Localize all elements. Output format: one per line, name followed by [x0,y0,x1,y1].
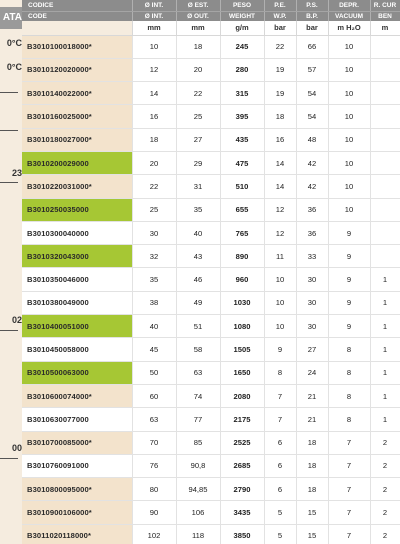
cell-bend-radius [370,198,400,221]
cell-weight: 3850 [220,524,264,544]
left-strip [0,0,22,544]
note-fragment-3: 00 [11,443,22,453]
table-row [22,105,400,128]
header-vacuum: DEPR. [328,0,370,11]
cell-ext-diameter: 29 [176,151,220,174]
cell-burst-pressure: 54 [296,82,328,105]
table-row [22,501,400,524]
cell-int-diameter: 63 [132,408,176,431]
cell-working-pressure: 10 [264,291,296,314]
header-burst-pressure: P.S. [296,0,328,11]
cell-int-diameter: 38 [132,291,176,314]
cell-working-pressure: 12 [264,221,296,244]
cell-burst-pressure: 66 [296,35,328,58]
cell-burst-pressure: 18 [296,431,328,454]
cell-ext-diameter: 31 [176,175,220,198]
cell-weight: 475 [220,151,264,174]
cell-burst-pressure: 27 [296,338,328,361]
cell-code: B3010400051000 [22,315,132,338]
header-working-pressure: bar [264,21,296,35]
table-row [22,524,400,544]
cell-weight: 3435 [220,501,264,524]
table-row [22,58,400,81]
cell-int-diameter: 22 [132,175,176,198]
cell-burst-pressure: 33 [296,245,328,268]
cell-bend-radius [370,245,400,268]
cell-burst-pressure: 21 [296,408,328,431]
cell-ext-diameter: 58 [176,338,220,361]
cell-ext-diameter: 35 [176,198,220,221]
cell-int-diameter: 25 [132,198,176,221]
cell-burst-pressure: 57 [296,58,328,81]
header-weight: WEIGHT [220,11,264,21]
cell-weight: 280 [220,58,264,81]
cell-weight: 2175 [220,408,264,431]
cell-vacuum: 7 [328,524,370,544]
header-working-pressure: W.P. [264,11,296,21]
cell-vacuum: 10 [328,58,370,81]
cell-weight: 890 [220,245,264,268]
cell-working-pressure: 6 [264,454,296,477]
cell-burst-pressure: 54 [296,105,328,128]
hose-spec-table [22,0,400,544]
cell-code: B3010160025000* [22,105,132,128]
cell-burst-pressure: 30 [296,315,328,338]
cell-int-diameter: 10 [132,35,176,58]
cell-ext-diameter: 106 [176,501,220,524]
table-row [22,454,400,477]
cell-ext-diameter: 40 [176,221,220,244]
cell-burst-pressure: 48 [296,128,328,151]
cell-weight: 655 [220,198,264,221]
cell-working-pressure: 5 [264,524,296,544]
cell-working-pressure: 10 [264,268,296,291]
header-ext-diameter: mm [176,21,220,35]
cell-vacuum: 10 [328,105,370,128]
cell-int-diameter: 30 [132,221,176,244]
cell-weight: 1650 [220,361,264,384]
cell-int-diameter: 18 [132,128,176,151]
cell-working-pressure: 6 [264,431,296,454]
header-code [22,21,132,35]
cell-code: B3010250035000 [22,198,132,221]
table-row [22,245,400,268]
table-row [22,315,400,338]
cell-burst-pressure: 42 [296,151,328,174]
header-bend-radius: m [370,21,400,35]
header-bend-radius: BEN [370,11,400,21]
cell-vacuum: 8 [328,408,370,431]
cell-working-pressure: 11 [264,245,296,268]
cell-ext-diameter: 85 [176,431,220,454]
cell-bend-radius [370,58,400,81]
cell-bend-radius: 1 [370,315,400,338]
table-row [22,384,400,407]
cell-code: B3010500063000 [22,361,132,384]
header-weight: g/m [220,21,264,35]
cell-code: B3010350046000 [22,268,132,291]
cell-weight: 245 [220,35,264,58]
cell-bend-radius [370,128,400,151]
cell-bend-radius: 1 [370,384,400,407]
cell-bend-radius: 2 [370,478,400,501]
cell-vacuum: 7 [328,501,370,524]
cell-vacuum: 10 [328,175,370,198]
cell-bend-radius [370,175,400,198]
cell-int-diameter: 70 [132,431,176,454]
cell-weight: 315 [220,82,264,105]
divider [0,92,18,93]
cell-int-diameter: 90 [132,501,176,524]
table-row [22,408,400,431]
divider [0,330,18,331]
cell-burst-pressure: 36 [296,198,328,221]
cell-bend-radius: 2 [370,501,400,524]
cell-int-diameter: 12 [132,58,176,81]
cell-int-diameter: 60 [132,384,176,407]
cell-vacuum: 9 [328,268,370,291]
divider [0,458,18,459]
divider [0,182,18,183]
table-row [22,431,400,454]
header-vacuum: m H₂O [328,21,370,35]
cell-weight: 2525 [220,431,264,454]
cell-code: B3010450058000 [22,338,132,361]
cell-ext-diameter: 118 [176,524,220,544]
cell-int-diameter: 16 [132,105,176,128]
cell-working-pressure: 7 [264,384,296,407]
cell-code: B3010600074000* [22,384,132,407]
header-burst-pressure: B.P. [296,11,328,21]
cell-weight: 2080 [220,384,264,407]
cell-ext-diameter: 49 [176,291,220,314]
section-title-fragment: ATA [0,7,22,29]
header-ext-diameter: Ø OUT. [176,11,220,21]
cell-ext-diameter: 94,85 [176,478,220,501]
header-row-english [22,11,400,21]
cell-code: B3010700085000* [22,431,132,454]
table-row [22,35,400,58]
cell-ext-diameter: 90,8 [176,454,220,477]
cell-code: B3010900106000* [22,501,132,524]
cell-burst-pressure: 36 [296,221,328,244]
cell-int-diameter: 45 [132,338,176,361]
cell-vacuum: 10 [328,82,370,105]
cell-weight: 765 [220,221,264,244]
cell-weight: 960 [220,268,264,291]
cell-code: B3010320043000 [22,245,132,268]
cell-burst-pressure: 30 [296,268,328,291]
cell-vacuum: 7 [328,431,370,454]
cell-bend-radius [370,82,400,105]
cell-ext-diameter: 43 [176,245,220,268]
cell-int-diameter: 80 [132,478,176,501]
cell-ext-diameter: 18 [176,35,220,58]
cell-vacuum: 9 [328,221,370,244]
cell-burst-pressure: 24 [296,361,328,384]
cell-vacuum: 8 [328,338,370,361]
cell-working-pressure: 10 [264,315,296,338]
cell-code: B3010180027000* [22,128,132,151]
cell-code: B3010200029000 [22,151,132,174]
cell-int-diameter: 20 [132,151,176,174]
cell-bend-radius [370,221,400,244]
cell-code: B3010380049000 [22,291,132,314]
cell-bend-radius: 1 [370,268,400,291]
cell-working-pressure: 19 [264,82,296,105]
cell-weight: 1505 [220,338,264,361]
cell-bend-radius: 2 [370,454,400,477]
cell-vacuum: 7 [328,454,370,477]
temperature-label-2: 0°C [6,62,22,72]
cell-weight: 435 [220,128,264,151]
cell-burst-pressure: 42 [296,175,328,198]
cell-vacuum: 9 [328,315,370,338]
cell-ext-diameter: 22 [176,82,220,105]
cell-vacuum: 8 [328,384,370,407]
cell-ext-diameter: 51 [176,315,220,338]
header-weight: PESO [220,0,264,11]
cell-working-pressure: 7 [264,408,296,431]
cell-working-pressure: 5 [264,501,296,524]
cell-int-diameter: 32 [132,245,176,268]
cell-burst-pressure: 18 [296,454,328,477]
table-row [22,128,400,151]
cell-weight: 1030 [220,291,264,314]
cell-code: B3010300040000 [22,221,132,244]
header-ext-diameter: Ø EST. [176,0,220,11]
cell-int-diameter: 14 [132,82,176,105]
cell-bend-radius: 2 [370,431,400,454]
header-row-italian [22,0,400,11]
cell-vacuum: 10 [328,198,370,221]
table-row [22,291,400,314]
header-vacuum: VACUUM [328,11,370,21]
cell-burst-pressure: 18 [296,478,328,501]
cell-working-pressure: 14 [264,175,296,198]
cell-vacuum: 9 [328,291,370,314]
header-code: CODICE [22,0,132,11]
cell-ext-diameter: 25 [176,105,220,128]
cell-vacuum: 10 [328,151,370,174]
cell-vacuum: 8 [328,361,370,384]
cell-vacuum: 10 [328,35,370,58]
cell-int-diameter: 40 [132,315,176,338]
note-fragment-1: 23 [11,168,22,178]
cell-weight: 1080 [220,315,264,338]
table-row [22,338,400,361]
cell-working-pressure: 19 [264,58,296,81]
table-row [22,221,400,244]
cell-working-pressure: 9 [264,338,296,361]
header-working-pressure: P.E. [264,0,296,11]
header-int-diameter: Ø INT. [132,11,176,21]
divider [0,130,18,131]
cell-burst-pressure: 15 [296,501,328,524]
cell-code: B3010120020000* [22,58,132,81]
header-bend-radius: R. CUR [370,0,400,11]
cell-weight: 2790 [220,478,264,501]
table-row [22,151,400,174]
cell-int-diameter: 76 [132,454,176,477]
cell-code: B3010800095000* [22,478,132,501]
cell-burst-pressure: 21 [296,384,328,407]
cell-bend-radius: 1 [370,408,400,431]
table-row [22,175,400,198]
cell-code: B3010100018000* [22,35,132,58]
cell-int-diameter: 50 [132,361,176,384]
cell-working-pressure: 8 [264,361,296,384]
header-int-diameter: mm [132,21,176,35]
cell-bend-radius [370,35,400,58]
table-row [22,198,400,221]
header-row-units [22,21,400,35]
table-row [22,82,400,105]
cell-ext-diameter: 20 [176,58,220,81]
cell-ext-diameter: 27 [176,128,220,151]
temperature-label-1: 0°C [6,38,22,48]
cell-ext-diameter: 63 [176,361,220,384]
cell-vacuum: 9 [328,245,370,268]
note-fragment-2: 02 [11,315,22,325]
header-code: CODE [22,11,132,21]
cell-code: B3010760091000 [22,454,132,477]
cell-weight: 510 [220,175,264,198]
cell-ext-diameter: 77 [176,408,220,431]
table-row [22,361,400,384]
cell-working-pressure: 18 [264,105,296,128]
cell-int-diameter: 35 [132,268,176,291]
cell-vacuum: 10 [328,128,370,151]
header-burst-pressure: bar [296,21,328,35]
cell-weight: 395 [220,105,264,128]
cell-burst-pressure: 30 [296,291,328,314]
cell-code: B3010220031000* [22,175,132,198]
cell-int-diameter: 102 [132,524,176,544]
cell-working-pressure: 6 [264,478,296,501]
cell-bend-radius [370,151,400,174]
header-int-diameter: Ø INT. [132,0,176,11]
cell-working-pressure: 12 [264,198,296,221]
cell-burst-pressure: 15 [296,524,328,544]
cell-ext-diameter: 74 [176,384,220,407]
cell-working-pressure: 22 [264,35,296,58]
cell-bend-radius: 1 [370,291,400,314]
cell-bend-radius: 1 [370,338,400,361]
cell-code: B3010140022000* [22,82,132,105]
cell-bend-radius: 1 [370,361,400,384]
cell-ext-diameter: 46 [176,268,220,291]
cell-vacuum: 7 [328,478,370,501]
cell-bend-radius: 2 [370,524,400,544]
cell-code: B3010630077000 [22,408,132,431]
cell-working-pressure: 14 [264,151,296,174]
table-row [22,268,400,291]
table-body [22,35,400,544]
cell-working-pressure: 16 [264,128,296,151]
cell-bend-radius [370,105,400,128]
cell-weight: 2685 [220,454,264,477]
table-row [22,478,400,501]
cell-code: B3011020118000* [22,524,132,544]
